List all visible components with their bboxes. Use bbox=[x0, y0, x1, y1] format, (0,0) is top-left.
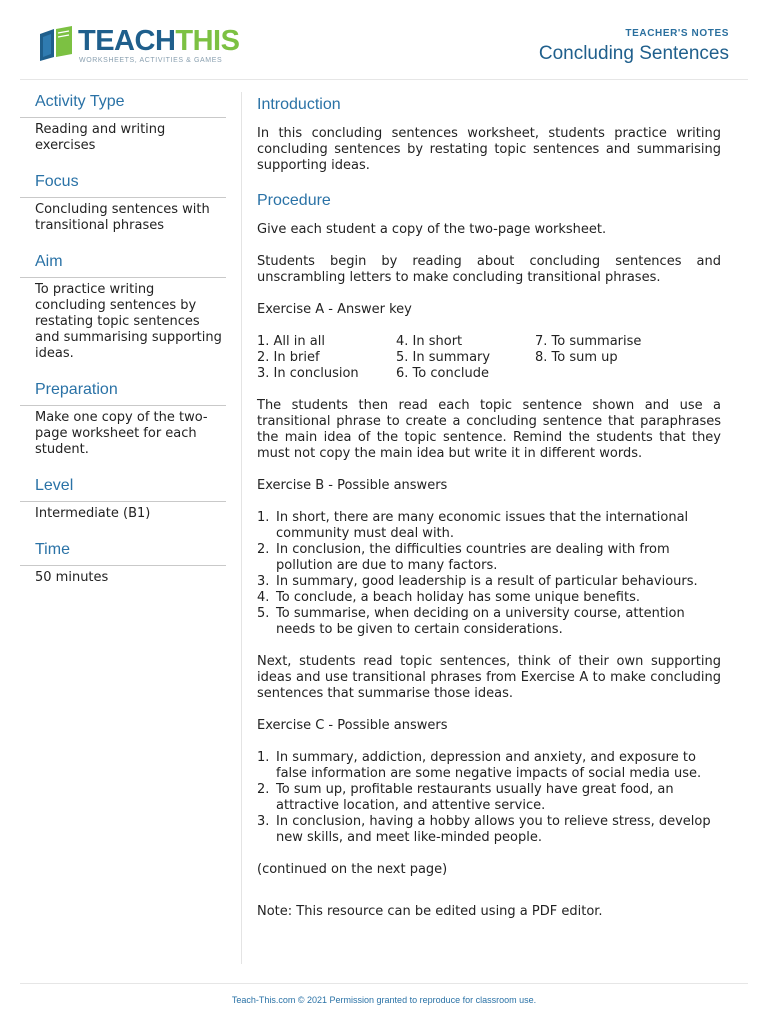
list-text: In conclusion, the difficulties countries are dealing with from pollution are due to many factors. bbox=[276, 542, 670, 573]
list-item bbox=[257, 510, 721, 542]
list-number: 3. bbox=[257, 574, 270, 589]
answer-item: 6. To conclude bbox=[396, 366, 489, 381]
list-text: In conclusion, having a hobby allows you to relieve stress, develop new skills, and meet like-minded people. bbox=[276, 814, 711, 845]
introduction-text: In this concluding sentences worksheet, students practice writing concluding sentences by restating topic sentences and summarising supporting ideas. bbox=[257, 126, 721, 173]
list-item bbox=[257, 542, 721, 574]
exercise-a-answer-key bbox=[257, 334, 721, 382]
sidebar-text: Concluding sentences with transitional phrases bbox=[35, 202, 210, 233]
exercise-b-title: Exercise B - Possible answers bbox=[257, 478, 448, 493]
exercise-c-list bbox=[257, 750, 721, 846]
main-content bbox=[257, 94, 721, 936]
answer-item: 3. In conclusion bbox=[257, 366, 359, 381]
document-title: Concluding Sentences bbox=[538, 43, 729, 64]
list-number: 4. bbox=[257, 590, 270, 605]
list-text: To conclude, a beach holiday has some unique benefits. bbox=[276, 590, 640, 605]
list-item bbox=[257, 782, 721, 814]
procedure-paragraph-4: Next, students read topic sentences, think of their own supporting ideas and use transitional phrases from Exercise A to make concluding sentences that summarise those ideas. bbox=[257, 654, 721, 701]
procedure-paragraph-1: Give each student a copy of the two-page worksheet. bbox=[257, 222, 607, 237]
list-item bbox=[257, 750, 721, 782]
answer-item bbox=[535, 366, 685, 382]
list-text: In short, there are many economic issues that the international community must deal with. bbox=[276, 510, 689, 541]
procedure-paragraph-2: Students begin by reading about concluding sentences and unscrambling letters to make concluding transitional phrases. bbox=[257, 254, 721, 285]
logo-wordmark: TEACHTHIS bbox=[78, 25, 240, 57]
sidebar-section-level bbox=[20, 476, 226, 522]
list-number: 2. bbox=[257, 542, 270, 557]
answer-item: 2. In brief bbox=[257, 350, 320, 365]
list-item bbox=[257, 606, 721, 638]
page-header bbox=[0, 0, 768, 80]
book-logo-icon bbox=[36, 24, 76, 64]
footer-divider bbox=[20, 983, 748, 984]
sidebar-heading: Focus bbox=[20, 172, 226, 198]
sidebar-heading: Aim bbox=[20, 252, 226, 278]
introduction-heading: Introduction bbox=[257, 96, 341, 113]
sidebar-text: To practice writing concluding sentences by restating topic sentences and summarising supporting ideas. bbox=[35, 282, 222, 361]
list-number: 1. bbox=[257, 750, 270, 765]
sidebar-heading: Time bbox=[20, 540, 226, 566]
sidebar-heading: Level bbox=[20, 476, 226, 502]
column-divider bbox=[241, 92, 242, 964]
footer-copyright: Teach-This.com © 2021 Permission granted to reproduce for classroom use. bbox=[231, 995, 537, 1005]
sidebar-text: Reading and writing exercises bbox=[35, 122, 166, 153]
list-item bbox=[257, 574, 721, 590]
list-number: 1. bbox=[257, 510, 270, 525]
sidebar-heading: Activity Type bbox=[20, 92, 226, 118]
teach-this-logo bbox=[36, 22, 240, 70]
list-text: To sum up, profitable restaurants usually have great food, an attractive location, and attentive service. bbox=[276, 782, 674, 813]
procedure-paragraph-3: The students then read each topic sentence shown and use a transitional phrase to create a concluding sentence that paraphrases the main idea of the topic sentence. Remind the students that they must not copy the main idea but write it in different words. bbox=[257, 398, 721, 461]
continued-note: (continued on the next page) bbox=[257, 862, 448, 877]
procedure-heading: Procedure bbox=[257, 192, 331, 209]
list-number: 2. bbox=[257, 782, 270, 797]
sidebar-section-focus bbox=[20, 172, 226, 234]
sidebar-heading: Preparation bbox=[20, 380, 226, 406]
exercise-c-title: Exercise C - Possible answers bbox=[257, 718, 448, 733]
list-item bbox=[257, 590, 721, 606]
list-number: 3. bbox=[257, 814, 270, 829]
pdf-editor-note: Note: This resource can be edited using a PDF editor. bbox=[257, 904, 603, 919]
answer-item: 5. In summary bbox=[396, 350, 491, 365]
header-divider bbox=[20, 79, 748, 80]
answer-item: 4. In short bbox=[396, 334, 463, 349]
list-text: To summarise, when deciding on a university course, attention needs to be given to certain considerations. bbox=[276, 606, 685, 637]
answer-item: 8. To sum up bbox=[535, 350, 618, 365]
sidebar bbox=[20, 92, 226, 604]
teachers-notes-label: TEACHER'S NOTES bbox=[625, 28, 729, 39]
sidebar-text: Intermediate (B1) bbox=[35, 506, 151, 521]
list-text: In summary, good leadership is a result of particular behaviours. bbox=[276, 574, 698, 589]
list-text: In summary, addiction, depression and anxiety, and exposure to false information are some negative impacts of social media use. bbox=[276, 750, 702, 781]
sidebar-section-preparation bbox=[20, 380, 226, 458]
sidebar-section-time bbox=[20, 540, 226, 586]
logo-tagline: WORKSHEETS, ACTIVITIES & GAMES bbox=[79, 57, 223, 64]
exercise-a-title: Exercise A - Answer key bbox=[257, 302, 412, 317]
sidebar-text: 50 minutes bbox=[35, 570, 109, 585]
answer-item: 7. To summarise bbox=[535, 334, 642, 349]
sidebar-section-aim bbox=[20, 252, 226, 362]
exercise-b-list bbox=[257, 510, 721, 638]
list-item bbox=[257, 814, 721, 846]
sidebar-text: Make one copy of the two-page worksheet for each student. bbox=[35, 410, 208, 457]
sidebar-section-activity-type bbox=[20, 92, 226, 154]
answer-item: 1. All in all bbox=[257, 334, 325, 349]
list-number: 5. bbox=[257, 606, 270, 621]
